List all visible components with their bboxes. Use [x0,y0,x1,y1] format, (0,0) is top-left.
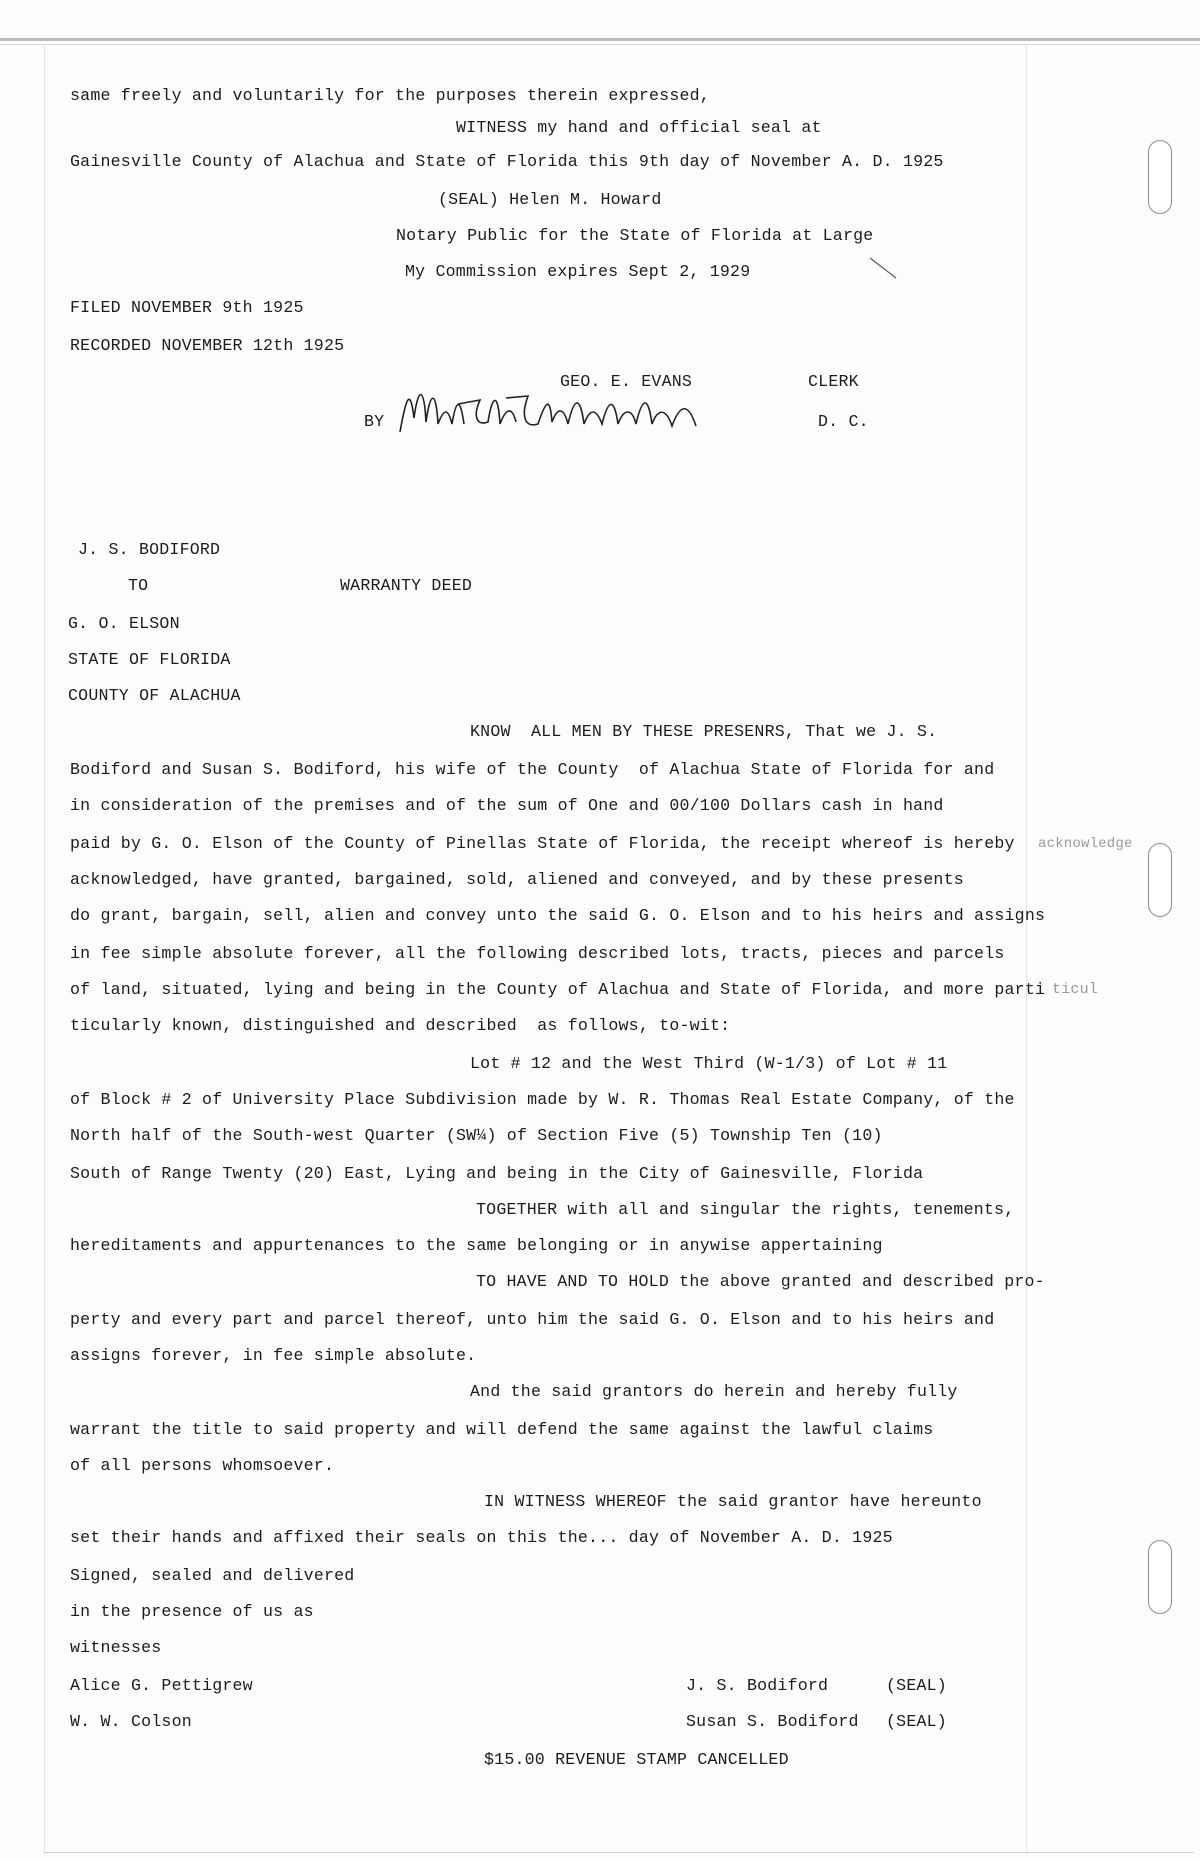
margin-strikeover-particul: ticul [1052,981,1099,998]
body-line: do grant, bargain, sell, alien and convey unto the said G. O. Elson and to his heirs and assigns [70,906,1046,925]
deputy-clerk-signature [396,378,716,442]
body-line: perty and every part and parcel thereof, unto him the said G. O. Elson and to his heirs and [70,1310,995,1329]
binder-hole-bottom [1148,1540,1172,1614]
page-left-margin [44,44,45,1854]
body-line: ticularly known, distinguished and described as follows, to-wit: [70,1016,731,1035]
grantor-heading: J. S. BODIFORD [78,540,221,559]
stray-pen-mark [868,256,900,282]
binder-hole-middle [1148,843,1172,917]
body-line: hereditaments and appurtenances to the same belonging or in anywise appertaining [70,1236,883,1255]
page-bottom-border [44,1852,1194,1853]
body-line: of all persons whomsoever. [70,1456,335,1475]
state-heading: STATE OF FLORIDA [68,650,231,669]
body-line: of land, situated, lying and being in the County of Alachua and State of Florida, and more parti [70,980,1046,999]
margin-strikeover-acknowledge: acknowledge [1038,836,1133,852]
revenue-stamp-note: $15.00 REVENUE STAMP CANCELLED [484,1750,789,1769]
recorded-date: RECORDED NOVEMBER 12th 1925 [70,336,345,355]
body-line: Lot # 12 and the West Third (W-1/3) of Lot # 11 [470,1054,948,1073]
body-line: acknowledged, have granted, bargained, sold, aliened and conveyed, and by these presents [70,870,964,889]
grantor-seal: (SEAL) [886,1676,947,1695]
body-line: of Block # 2 of University Place Subdivision made by W. R. Thomas Real Estate Company, of the [70,1090,1015,1109]
page-right-margin [1026,44,1027,1854]
page-top-border [0,38,1200,41]
notary-line-5: Notary Public for the State of Florida at Large [396,226,874,245]
witness-name: W. W. Colson [70,1712,192,1731]
witness-name: Alice G. Pettigrew [70,1676,253,1695]
body-line: And the said grantors do herein and hereby fully [470,1382,958,1401]
body-line: North half of the South-west Quarter (SW¼) of Section Five (5) Township Ten (10) [70,1126,883,1145]
deputy-clerk-label: D. C. [818,412,869,431]
body-line: assigns forever, in fee simple absolute. [70,1346,477,1365]
to-heading: TO [128,576,149,595]
grantor-seal: (SEAL) [886,1712,947,1731]
body-line: TO HAVE AND TO HOLD the above granted and described pro- [476,1272,1045,1291]
grantee-heading: G. O. ELSON [68,614,180,633]
grantor-signature-name: Susan S. Bodiford [686,1712,859,1731]
body-line: South of Range Twenty (20) East, Lying and being in the City of Gainesville, Florida [70,1164,924,1183]
deed-type-heading: WARRANTY DEED [340,576,473,595]
clerk-title: CLERK [808,372,859,391]
notary-line-2: WITNESS my hand and official seal at [456,118,822,137]
body-line: paid by G. O. Elson of the County of Pinellas State of Florida, the receipt whereof is hereby [70,834,1015,853]
notary-line-4: (SEAL) Helen M. Howard [438,190,662,209]
body-line: KNOW ALL MEN BY THESE PRESENRS, That we J. S. [470,722,938,741]
body-line: Signed, sealed and delivered [70,1566,355,1585]
notary-line-1: same freely and voluntarily for the purposes therein expressed, [70,86,710,105]
body-line: in consideration of the premises and of the sum of One and 00/100 Dollars cash in hand [70,796,944,815]
page-top-border-inner [0,44,1200,45]
binder-hole-top [1148,140,1172,214]
body-line: in fee simple absolute forever, all the following described lots, tracts, pieces and parcels [70,944,1005,963]
by-label: BY [364,412,385,431]
county-heading: COUNTY OF ALACHUA [68,686,241,705]
body-line: in the presence of us as [70,1602,314,1621]
body-line: warrant the title to said property and will defend the same against the lawful claims [70,1420,934,1439]
body-line: set their hands and affixed their seals on this the... day of November A. D. 1925 [70,1528,893,1547]
clerk-name: GEO. E. EVANS [560,372,693,391]
notary-line-3: Gainesville County of Alachua and State of Florida this 9th day of November A. D. 1925 [70,152,944,171]
notary-line-6: My Commission expires Sept 2, 1929 [405,262,751,281]
body-line: TOGETHER with all and singular the rights, tenements, [476,1200,1015,1219]
body-line: Bodiford and Susan S. Bodiford, his wife of the County of Alachua State of Florida for and [70,760,995,779]
body-line: witnesses [70,1638,162,1657]
body-line: IN WITNESS WHEREOF the said grantor have hereunto [484,1492,982,1511]
grantor-signature-name: J. S. Bodiford [686,1676,829,1695]
filed-date: FILED NOVEMBER 9th 1925 [70,298,304,317]
